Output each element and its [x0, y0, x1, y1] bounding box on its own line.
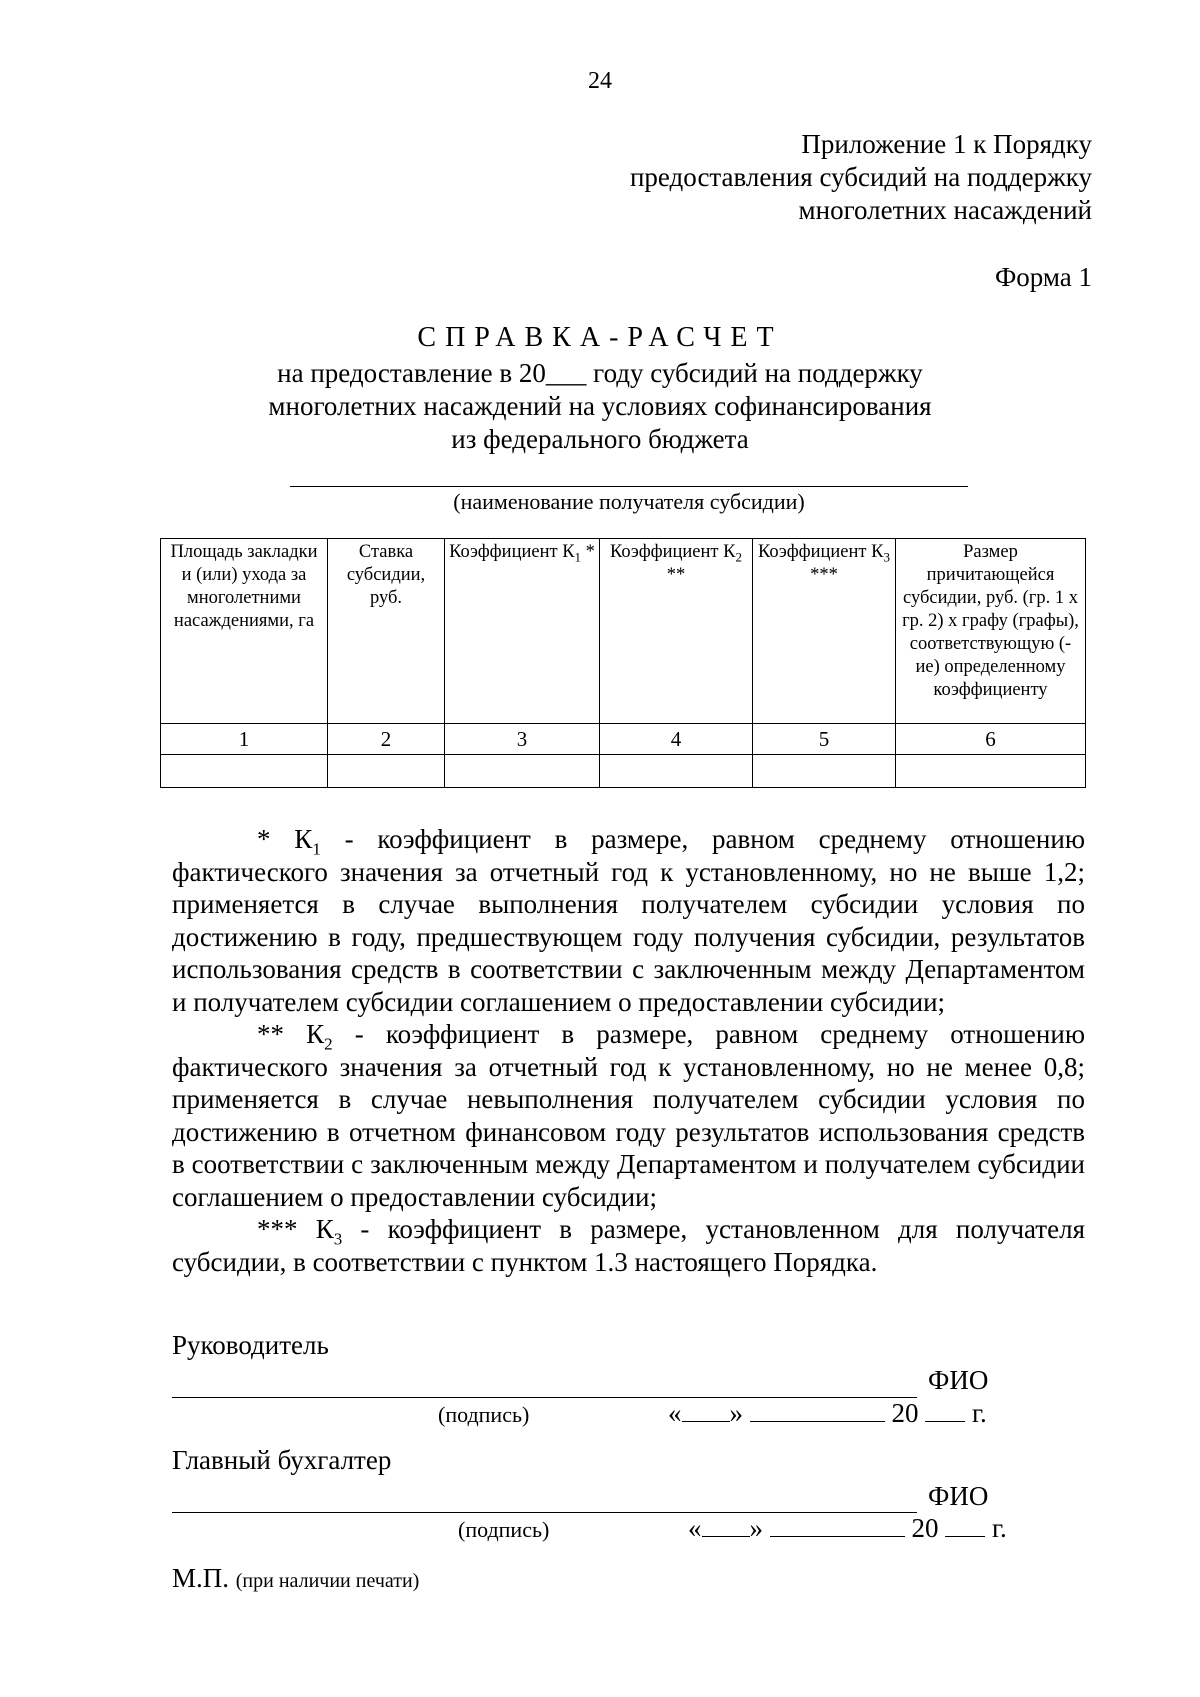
document-title: СПРАВКА-РАСЧЕТ — [417, 322, 783, 353]
header-k3 — [753, 539, 896, 724]
form-label: Форма 1 — [994, 262, 1092, 292]
date-year-blank[interactable] — [945, 1514, 985, 1537]
header-rate: Ставка субсидии, руб. — [328, 539, 445, 724]
table-cell-area[interactable] — [161, 755, 328, 788]
page-number: 24 — [588, 68, 612, 94]
head-date — [668, 1398, 987, 1429]
document-subtitle — [0, 357, 1200, 456]
footnote-k3 — [172, 1213, 1085, 1278]
date-quote-close: » — [729, 1398, 743, 1428]
head-fio-label: ФИО — [928, 1365, 989, 1395]
accountant-fio-label: ФИО — [928, 1481, 989, 1511]
footnote-k2-sub: 2 — [324, 1034, 333, 1054]
column-number: 5 — [753, 724, 896, 755]
footnote-k1-text: - коэффициент в размере, равном среднему отношению фактического значения за отчетный год к установленному, но не выше 1,2; применяется в случае выполнения получателем субсидии условия по достижению в году, предшествующем году получения субсидии, результатов использования средств в соответствии с заключенным между Департаментом и получателем субсидии соглашением о предоставлении субсидии; — [172, 824, 1085, 1017]
date-year-suffix: г. — [972, 1398, 987, 1428]
date-quote-open: « — [668, 1398, 682, 1428]
header-k3-mark: *** — [810, 565, 838, 585]
column-number: 4 — [600, 724, 753, 755]
stamp-note: (при наличии печати) — [235, 1570, 420, 1592]
header-area: Площадь закладки и (или) ухода за многолетними насаждениями, га — [161, 539, 328, 724]
footnote-k1 — [172, 823, 1085, 1018]
footnote-k3-prefix: *** К — [257, 1214, 334, 1244]
footnote-k2-prefix: ** К — [257, 1019, 325, 1049]
date-month-blank[interactable] — [750, 1399, 885, 1422]
recipient-name-caption: (наименование получателя субсидии) — [453, 489, 805, 514]
footnote-k2-text: - коэффициент в размере, равном среднему отношению фактического значения за отчетный год к установленному, но не менее 0,8; применяется в случае невыполнения получателем субсидии условия по достижению в отчетном финансовом году результатов использования средств в соответствии с заключенным между Департаментом и получателем субсидии соглашением о предоставлении субсидии; — [172, 1019, 1085, 1212]
stamp-label: М.П. — [172, 1563, 230, 1593]
footnotes — [172, 823, 1085, 1278]
date-day-blank[interactable] — [682, 1399, 730, 1422]
appendix-line-2: предоставления субсидий на поддержку — [629, 162, 1092, 192]
subtitle-line-2: многолетних насаждений на условиях софинансирования — [268, 391, 932, 421]
table-cell-k1[interactable] — [445, 755, 600, 788]
subtitle-line-3: из федерального бюджета — [451, 424, 749, 454]
table-data-row — [161, 755, 1086, 788]
table-cell-k3[interactable] — [753, 755, 896, 788]
table-column-numbers-row — [161, 724, 1086, 755]
column-number: 2 — [328, 724, 445, 755]
recipient-name-line[interactable] — [290, 486, 968, 487]
footnote-k1-prefix: * К — [257, 824, 313, 854]
header-k2 — [600, 539, 753, 724]
table-cell-rate[interactable] — [328, 755, 445, 788]
header-subsidy-amount: Размер причитающейся субсидии, руб. (гр. 1 х гр. 2) х графу (графы), соответствующую (-ие) определенному коэффициенту — [896, 539, 1086, 724]
date-quote-open: « — [688, 1513, 702, 1543]
head-signature-caption: (подпись) — [438, 1402, 530, 1427]
footnote-k3-text: - коэффициент в размере, установленном для получателя субсидии, в соответствии с пунктом 1.3 настоящего Порядка. — [172, 1214, 1085, 1277]
footnote-k3-sub: 3 — [333, 1229, 343, 1249]
header-k3-sub: 3 — [883, 549, 890, 565]
header-k1 — [445, 539, 600, 724]
stamp-placeholder — [172, 1563, 419, 1594]
header-k2-mark: ** — [666, 565, 686, 585]
header-k1-text: Коэффициент К — [449, 542, 575, 562]
date-year-prefix: 20 — [891, 1398, 919, 1428]
column-number: 1 — [161, 724, 328, 755]
date-year-blank[interactable] — [925, 1399, 965, 1422]
footnote-k1-sub: 1 — [312, 839, 321, 859]
header-k3-text: Коэффициент К — [758, 542, 884, 562]
appendix-reference — [630, 128, 1092, 227]
footnote-k2 — [172, 1018, 1085, 1213]
accountant-role-label: Главный бухгалтер — [172, 1445, 392, 1475]
table-cell-amount[interactable] — [896, 755, 1086, 788]
header-k2-text: Коэффициент К — [610, 542, 736, 562]
date-day-blank[interactable] — [702, 1514, 750, 1537]
subtitle-line-1: на предоставление в 20___ году субсидий на поддержку — [277, 358, 923, 388]
date-month-blank[interactable] — [770, 1514, 905, 1537]
table-header-row — [161, 539, 1086, 724]
head-role-label: Руководитель — [172, 1330, 329, 1360]
accountant-signature-caption: (подпись) — [458, 1517, 550, 1542]
appendix-line-3: многолетних насаждений — [798, 195, 1092, 225]
column-number: 3 — [445, 724, 600, 755]
table-cell-k2[interactable] — [600, 755, 753, 788]
column-number: 6 — [896, 724, 1086, 755]
appendix-line-1: Приложение 1 к Порядку — [801, 129, 1092, 159]
accountant-date — [688, 1513, 1007, 1544]
header-k2-sub: 2 — [735, 549, 742, 565]
date-quote-close: » — [749, 1513, 763, 1543]
date-year-prefix: 20 — [911, 1513, 939, 1543]
header-k1-mark: * — [581, 542, 595, 562]
header-k1-sub: 1 — [574, 549, 582, 565]
calculation-table — [160, 538, 1086, 788]
date-year-suffix: г. — [992, 1513, 1007, 1543]
